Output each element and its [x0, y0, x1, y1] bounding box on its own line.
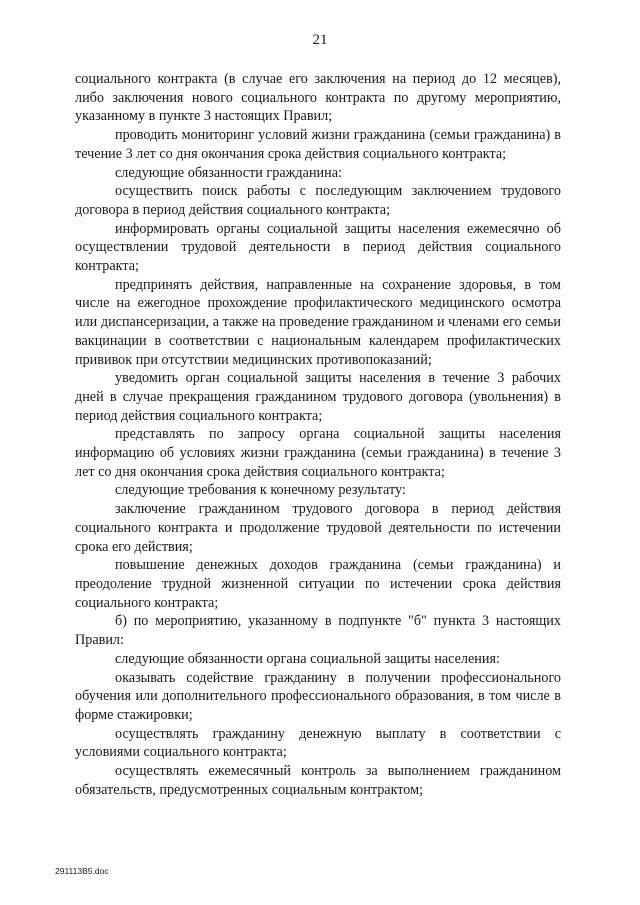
- paragraph: представлять по запросу органа социальной защиты населения информацию об условиях жизни гражданина (семьи гражданина) в течение 3 лет со дня окончания срока действия социального контракта;: [75, 426, 561, 480]
- paragraph: предпринять действия, направленные на сохранение здоровья, в том числе на ежегодное прохождение профилактического медицинского осмотра или диспансеризации, а также на проведение гражданином и членами его семьи вакцинации в соответствии с национальным календарем профилактических прививок при отсутствии медицинских противопоказаний;: [75, 276, 561, 368]
- paragraph: уведомить орган социальной защиты населения в течение 3 рабочих дней в случае прекращения гражданином трудового договора (увольнения) в период действия социального контракта;: [75, 370, 561, 424]
- document-filename: 291113B5.doc: [55, 866, 109, 876]
- paragraph: следующие требования к конечному результату:: [115, 482, 406, 499]
- paragraph: следующие обязанности органа социальной защиты населения:: [115, 650, 500, 667]
- paragraph: осуществлять ежемесячный контроль за выполнением гражданином обязательств, предусмотренных социальным контрактом;: [75, 763, 561, 798]
- paragraph: оказывать содействие гражданину в получении профессионального обучения или дополнительного профессионального образования, в том числе в форме стажировки;: [75, 669, 561, 723]
- paragraph: осуществить поиск работы с последующим заключением трудового договора в период действия социального контракта;: [75, 183, 561, 218]
- paragraph: заключение гражданином трудового договора в период действия социального контракта и продолжение трудовой деятельности по истечении срока его действия;: [75, 501, 561, 555]
- page-number: 21: [312, 32, 328, 48]
- document-body: [75, 70, 561, 799]
- paragraph: проводить мониторинг условий жизни гражданина (семьи гражданина) в течение 3 лет со дня окончания срока действия социального контракта;: [75, 127, 561, 162]
- paragraph: информировать органы социальной защиты населения ежемесячно об осуществлении трудовой деятельности в период действия социального контракта;: [75, 220, 561, 275]
- paragraph: б) по мероприятию, указанному в подпункте "б" пункта 3 настоящих Правил:: [75, 613, 561, 649]
- paragraph: следующие обязанности гражданина:: [115, 164, 342, 181]
- paragraph: осуществлять гражданину денежную выплату в соответствии с условиями социального контракта;: [75, 725, 561, 761]
- paragraph: повышение денежных доходов гражданина (семьи гражданина) и преодоление трудной жизненной ситуации по истечении срока действия социального контракта;: [75, 557, 561, 611]
- paragraph: социального контракта (в случае его заключения на период до 12 месяцев), либо заключения нового социального контракта по другому мероприятию, указанному в пункте 3 настоящих Правил;: [75, 71, 561, 125]
